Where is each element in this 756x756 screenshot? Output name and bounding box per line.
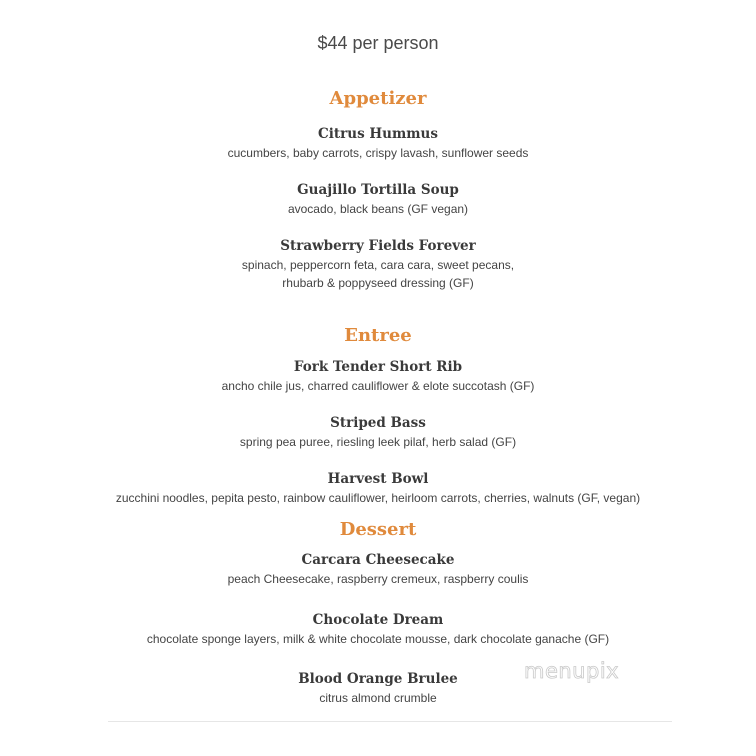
menu-item-description: zucchini noodles, pepita pesto, rainbow cauliflower, heirloom carrots, cherries, walnuts (GF, vegan) xyxy=(115,491,641,505)
menu-item-description: chocolate sponge layers, milk & white chocolate mousse, dark chocolate ganache (GF) xyxy=(146,632,610,646)
section-title-entree: Entree xyxy=(344,325,412,346)
menu-item-name: Harvest Bowl xyxy=(327,471,429,487)
menu-item-description: spring pea puree, riesling leek pilaf, herb salad (GF) xyxy=(239,435,517,449)
menu-item-name: Guajillo Tortilla Soup xyxy=(297,182,459,198)
menu-item-name: Strawberry Fields Forever xyxy=(280,238,476,254)
menu-item-name: Blood Orange Brulee xyxy=(298,671,458,687)
section-title-dessert: Dessert xyxy=(339,519,417,540)
menu-item-description: ancho chile jus, charred cauliflower & elote succotash (GF) xyxy=(221,379,535,393)
menu-item-description: peach Cheesecake, raspberry cremeux, raspberry coulis xyxy=(227,572,529,586)
menu-item-description: citrus almond crumble xyxy=(319,691,437,705)
menu-item-description: avocado, black beans (GF vegan) xyxy=(287,202,469,216)
bottom-divider xyxy=(108,721,672,722)
menu-item-name: Striped Bass xyxy=(330,415,426,431)
menupix-watermark: menupix xyxy=(524,659,620,683)
price-per-person: $44 per person xyxy=(317,33,439,53)
menu-item-name: Citrus Hummus xyxy=(318,126,438,142)
menu-item-name: Chocolate Dream xyxy=(312,612,444,628)
menu-item-name: Fork Tender Short Rib xyxy=(293,359,463,375)
section-title-appetizer: Appetizer xyxy=(329,88,427,109)
menu-item-description: cucumbers, baby carrots, crispy lavash, sunflower seeds xyxy=(227,146,529,160)
menu-item-description: spinach, peppercorn feta, cara cara, sweet pecans, xyxy=(241,258,515,272)
menu-item-description: rhubarb & poppyseed dressing (GF) xyxy=(282,276,474,290)
menu-item-name: Carcara Cheesecake xyxy=(301,552,455,568)
